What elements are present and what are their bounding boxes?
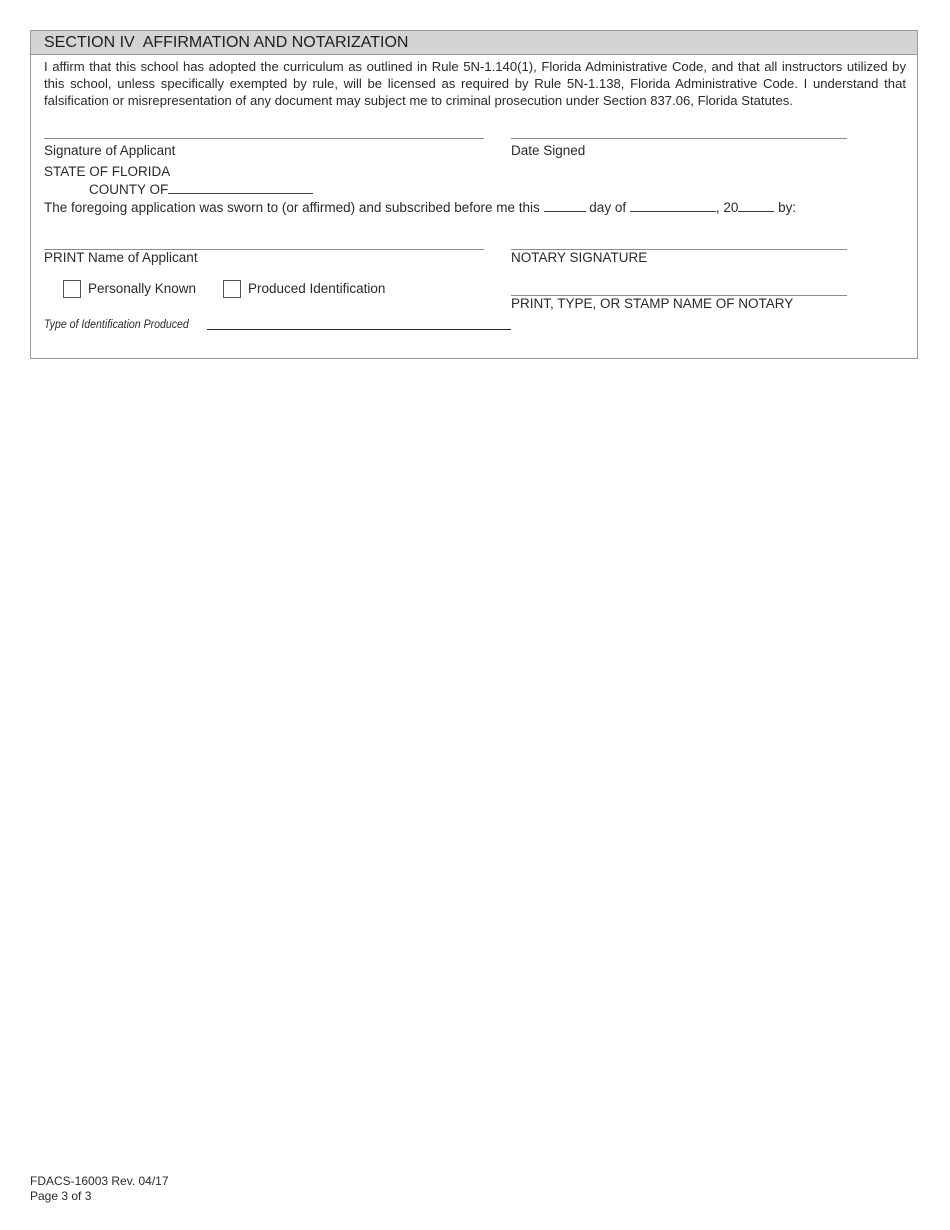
notary-printed-name-label: PRINT, TYPE, OR STAMP NAME OF NOTARY	[511, 296, 794, 311]
affirmation-text: I affirm that this school has adopted the curriculum as outlined in Rule 5N-1.140(1), Florida Administrative Code, and that all instructors utilized by this school, unless specifically exempted by rule, will be licensed as required by Rule 5N-1.138, Florida Administrative Code. I understand that falsification or misrepresentation of any document may subject me to criminal prosecution under Section 837.06, Florida Statutes.	[44, 59, 906, 108]
affirmation-section	[30, 30, 918, 359]
county-label: COUNTY OF	[89, 182, 169, 197]
signature-of-applicant-line[interactable]	[44, 138, 484, 139]
sworn-text-2: day of	[589, 200, 627, 215]
page-number: Page 3 of 3	[30, 1189, 92, 1203]
month-field[interactable]	[630, 199, 716, 212]
form-number: FDACS-16003 Rev. 04/17	[30, 1174, 169, 1188]
personally-known-checkbox[interactable]	[63, 280, 81, 298]
county-row	[89, 181, 313, 198]
notary-signature-label: NOTARY SIGNATURE	[511, 250, 648, 265]
sworn-text-1: The foregoing application was sworn to (or affirmed) and subscribed before me this	[44, 200, 540, 215]
type-of-identification-label: Type of Identification Produced	[44, 317, 189, 331]
personally-known-label: Personally Known	[88, 281, 197, 296]
print-name-applicant-label: PRINT Name of Applicant	[44, 250, 198, 265]
date-signed-label: Date Signed	[511, 143, 586, 158]
sworn-text-4: by:	[778, 200, 797, 215]
county-field[interactable]	[168, 181, 313, 194]
sworn-statement	[44, 199, 796, 216]
section-title: SECTION IV AFFIRMATION AND NOTARIZATION	[31, 31, 917, 55]
produced-identification-label: Produced Identification	[248, 281, 386, 296]
sworn-text-3: , 20	[715, 200, 739, 215]
state-label: STATE OF FLORIDA	[44, 164, 171, 179]
day-field[interactable]	[544, 199, 586, 212]
produced-identification-checkbox[interactable]	[223, 280, 241, 298]
signature-of-applicant-label: Signature of Applicant	[44, 143, 176, 158]
date-signed-line[interactable]	[511, 138, 847, 139]
year-field[interactable]	[738, 199, 774, 212]
type-of-identification-field[interactable]	[207, 329, 511, 330]
